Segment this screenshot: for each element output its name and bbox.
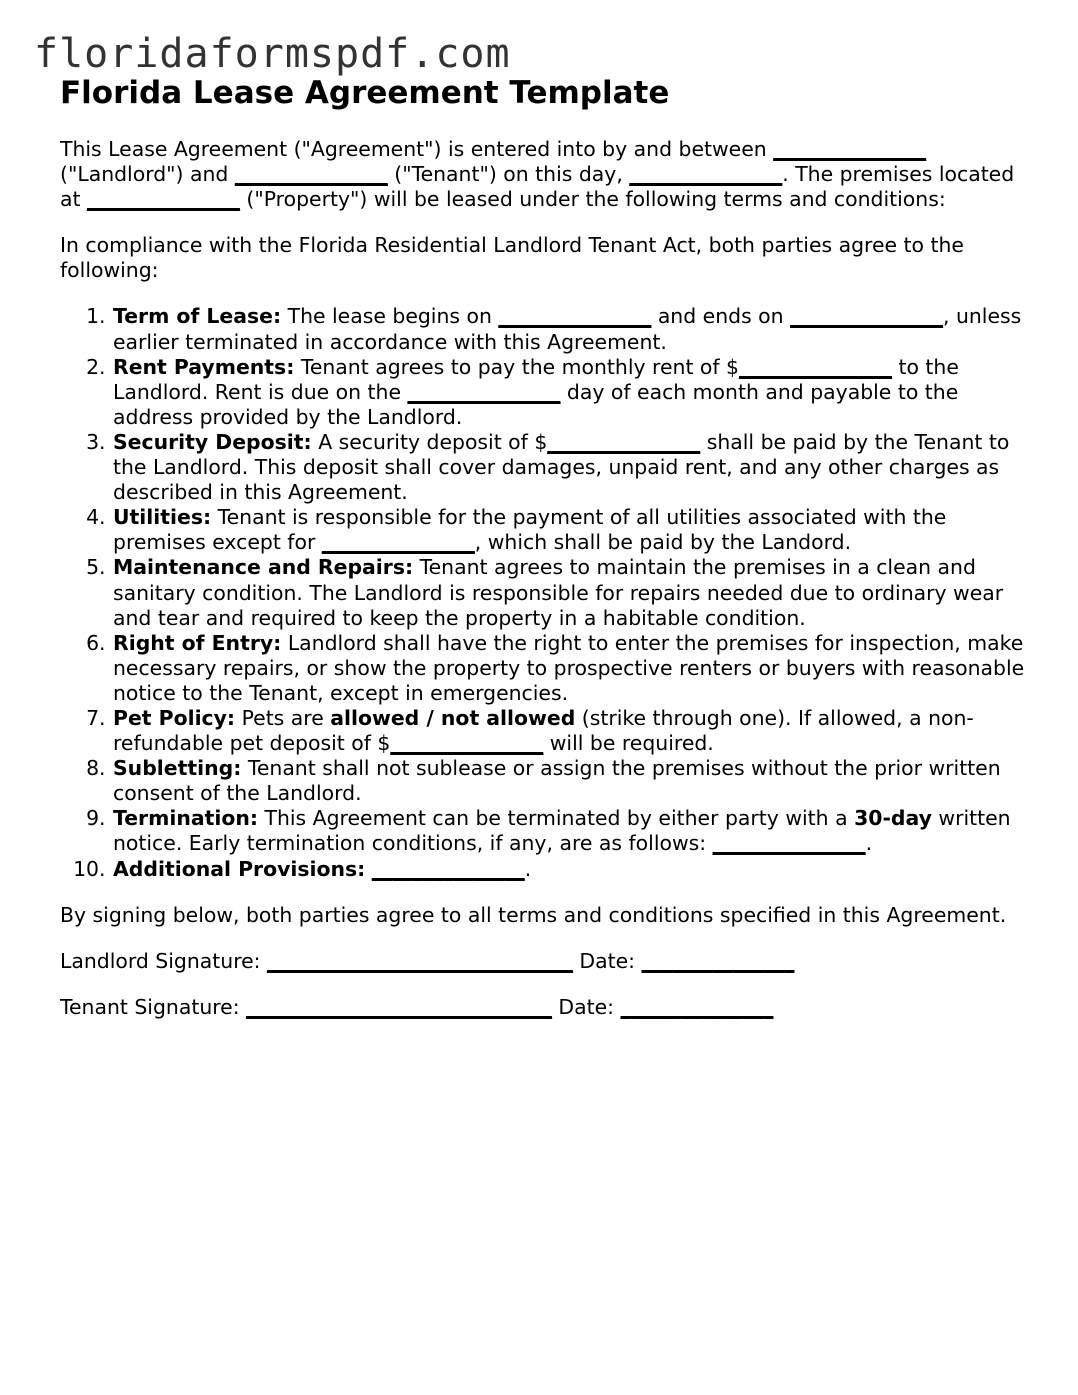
tenant-date-blank[interactable]: _______________: [620, 994, 774, 1019]
terms-list: [60, 304, 1035, 881]
lease-start-blank[interactable]: _______________: [498, 304, 652, 329]
site-watermark: floridaformspdf.com: [34, 31, 511, 77]
additional-provisions: 10. Additional Provisions: _______________.: [112, 857, 1035, 882]
lease-end-blank[interactable]: _______________: [790, 304, 943, 329]
compliance-paragraph: In compliance with the Florida Residential Landlord Tenant Act, both parties agree to the following:: [60, 233, 964, 283]
right-of-entry: 6. Right of Entry: Landlord shall have the right to enter the premises for inspection, make necessary repairs, or show the property to prospective renters or buyers with reasonable notice to the Tenant, except in emergencies.: [112, 631, 1035, 706]
termination-conditions-blank[interactable]: _______________: [712, 831, 866, 856]
maintenance-and-repairs: 5. Maintenance and Repairs: Tenant agrees to maintain the premises in a clean and sanitary condition. The Landlord is responsible for repairs needed due to ordinary wear and tear and required to keep the property in a habitable condition.: [112, 555, 1035, 630]
deposit-amount-blank[interactable]: _______________: [547, 429, 701, 454]
term-of-lease: 1. Term of Lease: The lease begins on _______________ and ends on _______________, unless earlier terminated in accordance with this Agreement.: [112, 304, 1035, 354]
lease-document: [60, 72, 1035, 1041]
rent-payments: 2. Rent Payments: Tenant agrees to pay the monthly rent of $_______________ to the Landlord. Rent is due on the _______________ day of each month and payable to the address provided by the Landlord.: [112, 355, 1035, 430]
property-address-blank[interactable]: _______________: [86, 187, 240, 212]
intro-paragraph: This Lease Agreement ("Agreement") is entered into by and between _______________ ("Landlord") and _______________ ("Tenant") on this day, _______________. The premises located at _______________ ("Property") will be leased under the following terms and conditions:: [60, 137, 1015, 212]
landlord-name-blank[interactable]: _______________: [773, 137, 927, 161]
rent-due-day-blank[interactable]: _______________: [407, 379, 561, 404]
pet-policy: 7. Pet Policy: Pets are allowed / not allowed (strike through one). If allowed, a non-refundable pet deposit of $_______________ will be required.: [112, 706, 1035, 756]
termination: 9. Termination: This Agreement can be terminated by either party with a 30-day written notice. Early termination conditions, if any, are as follows: _______________.: [112, 806, 1035, 856]
pet-deposit-blank[interactable]: _______________: [390, 731, 544, 756]
landlord-date-blank[interactable]: _______________: [641, 948, 795, 973]
document-title: Florida Lease Agreement Template: [60, 75, 670, 111]
additional-provisions-blank[interactable]: _______________: [371, 856, 525, 881]
subletting: 8. Subletting: Tenant shall not sublease or assign the premises without the prior written consent of the Landlord.: [112, 756, 1035, 806]
closing-paragraph: By signing below, both parties agree to all terms and conditions specified in this Agreement.: [60, 902, 1007, 927]
rent-amount-blank[interactable]: _______________: [739, 354, 892, 379]
security-deposit: 3. Security Deposit: A security deposit of $_______________ shall be paid by the Tenant to the Landlord. This deposit shall cover damages, unpaid rent, and any other charges as described in this Agreement.: [112, 430, 1035, 505]
utilities-exception-blank[interactable]: _______________: [321, 530, 475, 555]
agreement-date-blank[interactable]: _______________: [629, 162, 783, 187]
tenant-signature-line: Tenant Signature: ______________________________ Date: _______________: [60, 994, 774, 1019]
tenant-signature-blank[interactable]: ______________________________: [246, 994, 552, 1019]
tenant-name-blank[interactable]: _______________: [234, 162, 388, 187]
utilities: 4. Utilities: Tenant is responsible for the payment of all utilities associated with the premises except for _______________, which shall be paid by the Landord.: [112, 505, 1035, 555]
landlord-signature-blank[interactable]: ______________________________: [267, 948, 573, 973]
landlord-signature-line: Landlord Signature: ______________________________ Date: _______________: [60, 948, 795, 973]
